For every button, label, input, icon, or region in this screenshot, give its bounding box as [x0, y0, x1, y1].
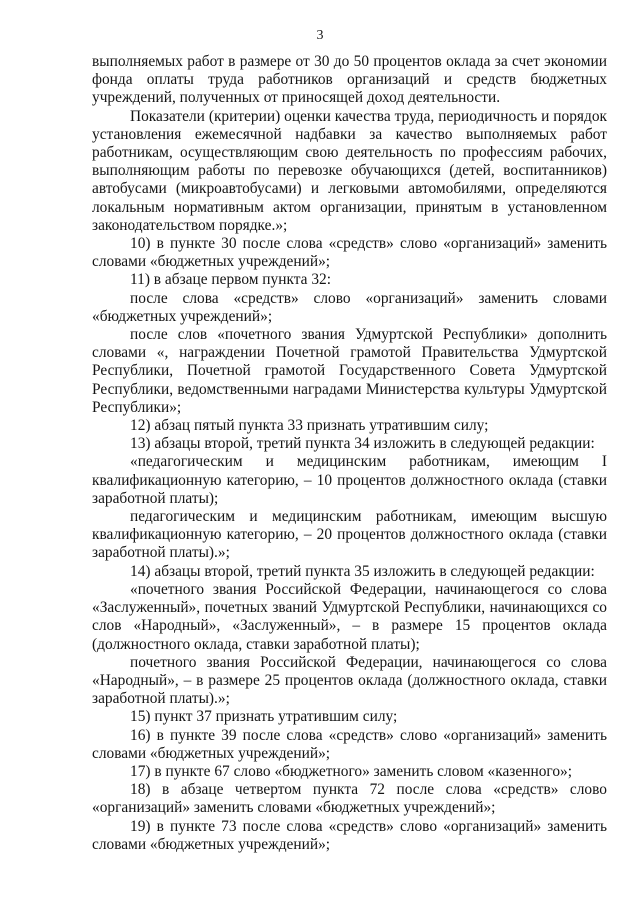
- paragraph: 19) в пункте 73 после слова «средств» слово «организаций» заменить словами «бюджетных учреждений»;: [92, 817, 607, 853]
- paragraph: 18) в абзаце четвертом пункта 72 после слова «средств» слово «организаций» заменить словами «бюджетных учреждений»;: [92, 781, 607, 817]
- paragraph: «почетного звания Российской Федерации, начинающегося со слова «Заслуженный», почетных званий Удмуртской Республики, начинающихся со слов «Народный», «Заслуженный», – в размере 15 процентов оклада (должностного оклада, ставки заработной платы);: [92, 580, 607, 653]
- paragraph: 16) в пункте 39 после слова «средств» слово «организаций» заменить словами «бюджетных учреждений»;: [92, 726, 607, 762]
- paragraph: 13) абзацы второй, третий пункта 34 изложить в следующей редакции:: [130, 435, 595, 453]
- document-body: [92, 53, 607, 854]
- page-number: 3: [316, 28, 324, 43]
- paragraph: 11) в абзаце первом пункта 32:: [130, 271, 332, 289]
- paragraph: выполняемых работ в размере от 30 до 50 процентов оклада за счет экономии фонда оплаты труда работников организаций и средств бюджетных учреждений, полученных от приносящей доход деятельности.: [92, 53, 607, 107]
- paragraph: 17) в пункте 67 слово «бюджетного» заменить словом «казенного»;: [130, 762, 572, 780]
- paragraph: «педагогическим и медицинским работникам, имеющим I квалификационную категорию, – 10 процентов должностного оклада (ставки заработной платы);: [92, 453, 607, 507]
- paragraph: педагогическим и медицинским работникам, имеющим высшую квалификационную категорию, – 20 процентов должностного оклада (ставки заработной платы).»;: [92, 508, 607, 562]
- paragraph: 15) пункт 37 признать утратившим силу;: [130, 708, 398, 726]
- paragraph: Показатели (критерии) оценки качества труда, периодичность и порядок установления ежемесячной надбавки за качество выполняемых работ работникам, осуществляющим свою деятельность по профессиям рабочих, выполняющим работы по перевозке обучающихся (детей, воспитанников) автобусами (микроавтобусами) и легковыми автомобилями, определяются локальным нормативным актом организации, принятым в установленном законодательством порядке.»;: [92, 107, 607, 234]
- paragraph: 14) абзацы второй, третий пункта 35 изложить в следующей редакции:: [130, 562, 595, 580]
- paragraph: после слов «почетного звания Удмуртской Республики» дополнить словами «, награждении Почетной грамотой Правительства Удмуртской Республики, Почетной грамотой Государственного Совета Удмуртской Республики, ведомственными наградами Министерства культуры Удмуртской Республики»;: [92, 326, 607, 416]
- paragraph: 10) в пункте 30 после слова «средств» слово «организаций» заменить словами «бюджетных учреждений»;: [92, 235, 607, 271]
- paragraph: после слова «средств» слово «организаций» заменить словами «бюджетных учреждений»;: [92, 289, 607, 325]
- paragraph: почетного звания Российской Федерации, начинающегося со слова «Народный», – в размере 25 процентов оклада (должностного оклада, ставки заработной платы).»;: [92, 653, 607, 708]
- paragraph: 12) абзац пятый пункта 33 признать утратившим силу;: [130, 417, 489, 435]
